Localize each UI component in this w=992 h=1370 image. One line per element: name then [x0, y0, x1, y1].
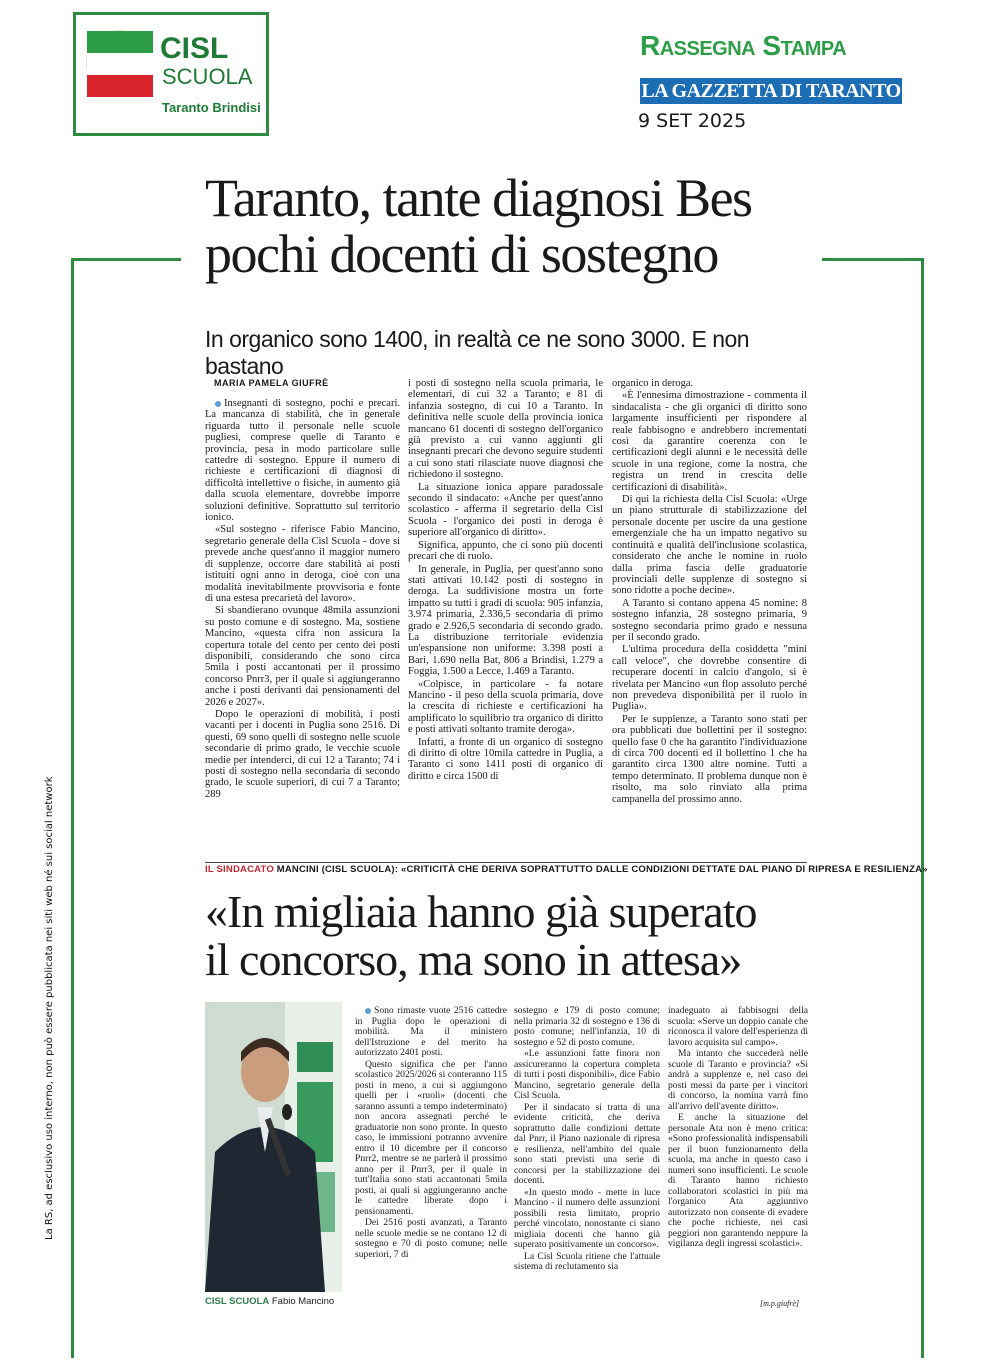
paragraph: «Le assunzioni fatte finora non assicureranno la copertura completa di tutti i posti disponibili», dice Fabio Mancino, segretario generale della Cisl Scuola. [514, 1048, 660, 1101]
headline-line-2: pochi docenti di sostegno [205, 224, 718, 284]
newspaper-banner: LA GAZZETTA DI TARANTO [641, 80, 901, 102]
paragraph: E anche la situazione del personale Ata non è meno critica: «Sono professionalità indispensabili per il buon funzionamento della scuola, ma anche in questo caso i numeri sono insufficienti. Le scuole di Taranto hanno richiesto collaboratori scolastici in più ma l'organico Ata aggiuntivo autorizzato non consente di evadere che poche richieste, nei casi peggiori non garantendo neppure la vigilanza degli ingressi scolastici». [668, 1112, 808, 1249]
cisl-logo [80, 20, 264, 132]
byline: MARIA PAMELA GIUFRÈ [214, 378, 329, 388]
kicker [205, 864, 928, 875]
second-column-1 [355, 1006, 507, 1306]
publication-date: 9 SET 2025 [638, 110, 747, 132]
flag-circle-icon [86, 30, 152, 96]
paragraph: Si sbandierano ovunque 48mila assunzioni su posto comune e di sostegno. Ma, sostiene Mancino, «questa cifra non assicura la copertura totale del cento per cento dei posti disponibili, considerando che sono circa 5mila i posti accantonati per il prossimo concorso Pnrr3, per il quale si aggiungeranno anche i posti derivanti dai pensionamenti del 2026 e 2027». [205, 605, 400, 708]
paragraph: A Taranto si contano appena 45 nomine: 8 sostegno infanzia, 28 sostegno primaria, 9 sostegno secondaria primo grado e nessuna per il secondo grado. [612, 597, 807, 643]
article-column-3 [612, 378, 807, 844]
paragraph: La Cisl Scuola ritiene che l'attuale sistema di reclutamento sia [514, 1250, 660, 1272]
paragraph: In generale, in Puglia, per quest'anno sono stati attivati 10.142 posti di sostegno in deroga. La suddivisione mostra un forte impatto su tutti i gradi di scuola: 905 infanzia, 3.974 primaria, 2.336,5 secondaria di primo grado e 2.926,5 secondaria di secondo grado. La distribuzione territoriale evidenzia un'espansione non uniforme: 3.398 posti a Bari, 1.690 nella Bat, 806 a Brindisi, 1.279 a Foggia, 1.500 a Lecce, 1.469 a Taranto. [408, 563, 603, 678]
paragraph: i posti di sostegno nella scuola primaria, le elementari, di cui 32 a Taranto; e 81 di infanzia sostegno, di cui 10 a Taranto. In definitiva nelle scuole della provincia ionica mancano 61 docenti di sostegno dell'organico già previsto a cui vanno aggiunti gli insegnanti precari che devono seguire studenti a cui sono stati rilasciate nuove diagnosi che richiedono il sostegno. [408, 378, 603, 481]
article-headline [205, 170, 815, 282]
photo-caption [205, 1296, 334, 1307]
paragraph: Infatti, a fronte di un organico di sostegno di diritto di oltre 10mila cattedre in Puglia, a Taranto ci sono 1411 posti di organico di diritto e circa 1500 di [408, 736, 603, 782]
paragraph: Questo significa che per l'anno scolastico 2025/2026 si conteranno 115 posti in meno, a cui si aggiungono quelli per i «ruoli» (docenti che saranno assunti a tempo indeterminato) non ancora assegnati perché le graduatorie non sono pronte. In questo caso, le immissioni potranno avvenire entro il 10 dicembre per il concorso Pnrr2, mentre se ne parlerà il prossimo anno per il Pnrr3, per il quale in tutt'Italia sono stati accantonati 5mila posti, ai quali si aggiungeranno anche le cattedre liberate dopo i pensionamenti. [355, 1058, 507, 1217]
paragraph: L'ultima procedura della cosiddetta "mini call veloce", che dovrebbe consentire di recuperare docenti in calcio d'angolo, si è rivelata per Mancino «un flop assoluto perché non prevedeva disponibilità per il ruolo in Puglia». [612, 644, 807, 713]
paragraph: Significa, appunto, che ci sono più docenti precari che di ruolo. [408, 539, 603, 563]
portrait-illustration [205, 1002, 342, 1292]
kicker-label: IL SINDACATO [205, 864, 274, 875]
paragraph: Insegnanti di sostegno, pochi e precari. La mancanza di stabilità, che in generale riguarda tutto il personale nelle scuole pugliesi, comprese quelle di Taranto e provincia, pesa in modo particolare sulle cattedre di sostegno. Eppure il numero di richieste e certificazioni di diagnosi di difficoltà intellettive o fisiche, in aumento già dalla scuola elementare, dovrebbe imporre soluzioni definitive. Soprattutto sul territorio ionico. [205, 398, 400, 524]
logo-region: Taranto Brindisi [162, 100, 261, 115]
frame-line [921, 258, 924, 1358]
paragraph: «Sul sostegno - riferisce Fabio Mancino, segretario generale della Cisl Scuola - dove si prevede anche quest'anno il maggior numero di supplenze, occorre dare stabilità ai posti istituiti ogni anno in deroga, cioè con una modalità inevitabilmente provvisoria e fonte di una estesa precarietà del lavoro». [205, 524, 400, 604]
paragraph: Ma intanto che succederà nelle scuole di Taranto e provincia? «Si andrà a supplenze e, nel caso dei posti messi da parte per i vincitori di concorso, la nomina varrà fino all'arrivo dell'avente diritto». [668, 1048, 808, 1112]
usage-disclaimer: La RS, ad esclusivo uso interno, non può essere pubblicata nei siti web né sui social network [44, 776, 55, 1240]
frame-line [71, 258, 181, 261]
paragraph: Dei 2516 posti avanzati, a Taranto nelle scuole medie se ne contano 12 di sostegno e 70 di posto comune; nelle superiori, 7 di [355, 1217, 507, 1260]
second-headline [205, 888, 815, 984]
section-divider [205, 862, 807, 863]
bullet-icon [215, 401, 221, 407]
second-column-3 [668, 1006, 808, 1298]
paragraph: La situazione ionica appare paradossale secondo il sindacato: «Anche per quest'anno scolastico - afferma il segretario della Cisl Scuola - l'organico dei posti in deroga è superiore all'organico di diritto». [408, 481, 603, 539]
article-subhead: In organico sono 1400, in realtà ce ne sono 3000. E non bastano [205, 326, 750, 379]
logo-subname: SCUOLA [162, 64, 253, 89]
author-signature: [m.p.giufrè] [760, 1299, 800, 1308]
frame-line [822, 258, 924, 261]
paragraph: inadeguato ai fabbisogni della scuola: «Serve un doppio canale che riconosca il valore dell'esperienza di lavoro acquisita sul campo». [668, 1005, 808, 1048]
portrait-photo [205, 1002, 342, 1292]
paragraph: Per il sindacato si tratta di una evidente criticità, che deriva soprattutto dalle condizioni dettate dal Pnrr, il Piano nazionale di ripresa e resilienza, nell'ambito del quale sono stati previsti una serie di concorsi per la stabilizzazione dei docenti. [514, 1101, 660, 1186]
caption-brand: CISL SCUOLA [205, 1296, 270, 1307]
kicker-text: MANCINI (CISL SCUOLA): «CRITICITÀ CHE DERIVA SOPRATTUTTO DALLE CONDIZIONI DETTATE DAL PIANO DI RIPRESA E RESILIENZA» [276, 864, 928, 875]
paragraph: Dopo le operazioni di mobilità, i posti vacanti per i docenti in Puglia sono 2516. Di questi, 69 sono quelli di sostegno nelle scuole secondarie di primo grado, le vecchie scuole medie per intenderci, di cui 12 a Taranto; 74 i posti di sostegno nella secondaria di secondo grado, le scuole superiori, di cui 7 a Taranto; 289 [205, 708, 400, 800]
frame-line [71, 258, 74, 1358]
paragraph: «Colpisce, in particolare - fa notare Mancino - il peso della scuola primaria, dove la crescita di richieste e certificazioni ha amplificato lo squilibrio tra organico di diritto e posti attivati soltanto tramite deroga». [408, 678, 603, 736]
rassegna-label: Rassegna Stampa [640, 30, 847, 61]
paragraph: «È l'ennesima dimostrazione - commenta il sindacalista - che gli organici di diritto sono largamente insufficienti per rispondere al reale fabbisogno e andrebbero incrementati così da garantire coerenza con le certificazioni degli alunni e le necessità delle scuole in una regione, come la nostra, che registra un trend in crescita delle certificazioni di disabilità». [612, 390, 807, 493]
caption-name: Fabio Mancino [271, 1296, 335, 1307]
bullet-icon [365, 1008, 371, 1014]
paragraph: Per le supplenze, a Taranto sono stati per ora pubblicati due bollettini per il sostegno: quello fase 0 che ha garantito l'individuazione di circa 700 docenti ed il bollettino 1 che ha garantito circa 1300 altre nomine. Tutti a tempo determinato. Il problema dunque non è risolto, ma solo rinviato alla prima campanella del prossimo anno. [612, 713, 807, 805]
second-column-2 [514, 1006, 660, 1306]
logo-name: CISL [160, 32, 229, 65]
article-column-1 [205, 398, 400, 844]
headline-line-1: «In migliaia hanno già superato [205, 886, 757, 937]
paragraph: «In questo modo - mette in luce Mancino - il numero delle assunzioni possibili resta limitato, proprio perché vincolato, nonostante ci siano migliaia docenti che hanno già superato positivamente un concorso». [514, 1186, 660, 1250]
headline-line-1: Taranto, tante diagnosi Bes [205, 168, 752, 228]
headline-line-2: il concorso, ma sono in attesa» [205, 934, 742, 985]
article-column-2 [408, 378, 603, 844]
paragraph: organico in deroga. [612, 378, 694, 389]
paragraph: Di qui la richiesta della Cisl Scuola: «Urge un piano strutturale di stabilizzazione del personale docente per uscire da una gestione emergenziale che ha un impatto negativo su continuità e qualità dell'inclusione scolastica, considerato che anche le nomine in ruolo dalla prima fascia delle graduatorie provinciali delle supplenze di sostegno si sono ridotte a poche decine». [612, 494, 807, 597]
paragraph: sostegno e 179 di posto comune; nella primaria 32 di sostegno e 136 di posto comune; nell'infanzia, 10 di sostegno e 52 di posto comune. [514, 1005, 660, 1048]
paragraph: Sono rimaste vuote 2516 cattedre in Puglia dopo le operazioni di mobilità. Ma il ministero dell'Istruzione e del merito ha autorizzato 2401 posti. [355, 1005, 507, 1058]
